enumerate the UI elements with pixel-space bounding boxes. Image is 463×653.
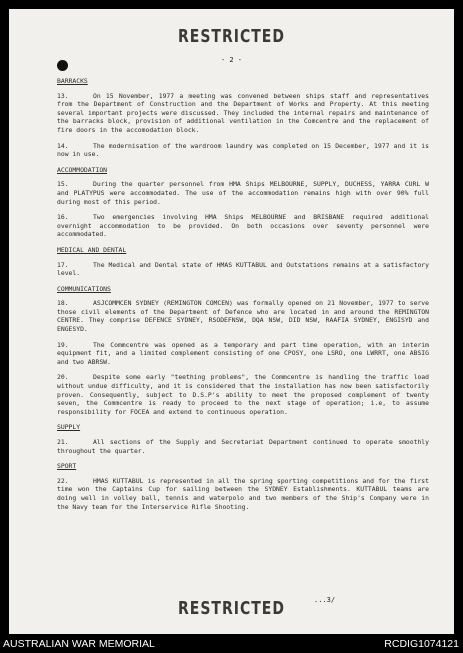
page-number: - 2 -: [220, 56, 243, 64]
section-heading-accommodation: ACCOMMODATION: [57, 165, 108, 174]
paragraph-13: [57, 92, 429, 135]
paragraph-number: 22.: [57, 476, 69, 485]
paragraph-number: 20.: [57, 373, 69, 382]
paragraph-number: 18.: [57, 299, 69, 308]
paragraph-18: [57, 299, 429, 333]
paragraph-number: 17.: [57, 260, 69, 269]
continuation-marker: ...3/: [314, 596, 336, 604]
paragraph-20: [57, 373, 429, 416]
paragraph-17: [57, 261, 429, 278]
section-heading-supply: SUPPLY: [57, 423, 81, 432]
paragraph-text: During the quarter personnel from HMA Ships MELBOURNE, SUPPLY, DUCHESS, YARRA CURL W and PLATYPUS were accommodated. The use of the accommodation remains high with over 90% full during most of this period.: [57, 180, 429, 206]
section-heading-communications: COMMUNICATIONS: [57, 284, 111, 293]
paragraph-number: 21.: [57, 438, 69, 446]
paragraph-text: Despite some early "teething problems", the Commcentre is handling the traffic load without undue difficulty, and it is considered that the installation has now been satisfactorily proven. Consequently, subject to D.S.P's ability to meet the proposed complement of twenty seven, the Commcentre is ready to proceed to the next stage of operation; i.e, to assume responsibility for FOCEA and extend to continuous operation.: [57, 373, 429, 416]
paragraph-text: The Medical and Dental state of HMAS KUTTABUL and Outstations remains at a satisfactory level.: [57, 260, 429, 278]
paragraph-16: [57, 213, 429, 239]
paragraph-14: [57, 142, 429, 159]
section-heading-sport: SPORT: [57, 462, 77, 471]
footer-record-id: RCDIG1074121: [384, 638, 459, 650]
archive-footer: [0, 634, 463, 653]
paragraph-text: ASJCOMMCEN SYDNEY (REMINGTON COMCEN) was formally opened on 21 November, 1977 to serve those civil elements of the Department of Defence who are located in and around the REMINGTON CENTRE. They comprise DEFENCE SYDNEY, RSODEFNSW, DQA NSW, DID NSW, RAAFIA SYDNEY, ENGISYD and ENGESYD.: [57, 299, 429, 334]
paragraph-text: Two emergencies involving HMA Ships MELBOURNE and BRISBANE required additional overnight accommodation to be provided. On both occasions over seventy personnel were accommodated.: [57, 213, 429, 239]
paragraph-text: HMAS KUTTABUL is represented in all the spring sporting competitions and for the first time won the Captains Cup for sailing between the SYDNEY Establishments. KUTTABUL teams are doing well in volley ball, tennis and waterpolo and two members of the Ship's Company were in the Navy team for the Interservice Rifle Shooting.: [57, 476, 429, 511]
paragraph-text: The Commcentre was opened as a temporary and part time operation, with an interim equipment fit, and a limited complement consisting of one CPOSY, one LSRO, one LWRRT, one ABSIG and two ABRSW.: [57, 340, 429, 366]
paragraph-number: 16.: [57, 213, 69, 222]
section-heading-barracks: BARRACKS: [57, 77, 88, 85]
paragraph-text: The modernisation of the wardroom laundry was completed on 15 December, 1977 and it is now in use.: [57, 141, 429, 159]
paragraph-number: 14.: [57, 141, 69, 150]
restricted-stamp-top: RESTRICTED: [178, 27, 285, 47]
paragraph-text: All sections of the Supply and Secretariat Department continued to operate smoothly throughout the quarter.: [57, 438, 429, 455]
paragraph-19: [57, 341, 429, 367]
paragraph-21: [57, 438, 429, 455]
paragraph-22: [57, 477, 429, 511]
document-body: [57, 71, 429, 518]
document-page: [9, 9, 454, 634]
footer-institution: AUSTRALIAN WAR MEMORIAL: [3, 638, 155, 650]
paragraph-number: 19.: [57, 340, 69, 349]
paragraph-number: 15.: [57, 180, 69, 189]
paragraph-text: On 15 November, 1977 a meeting was convened between ships staff and representatives from the Department of Construction and the Department of Works and Property. At this meeting several important projects were discussed. They included the internal repairs and maintenance of the barracks block, provision of additional ventilation in the Comcentre and the replacement of fire doors in the accomodation block.: [57, 91, 429, 134]
paragraph-number: 13.: [57, 91, 69, 100]
section-heading-medical-dental: MEDICAL AND DENTAL: [57, 245, 127, 254]
restricted-stamp-bottom: RESTRICTED: [178, 599, 285, 619]
paragraph-15: [57, 180, 429, 206]
